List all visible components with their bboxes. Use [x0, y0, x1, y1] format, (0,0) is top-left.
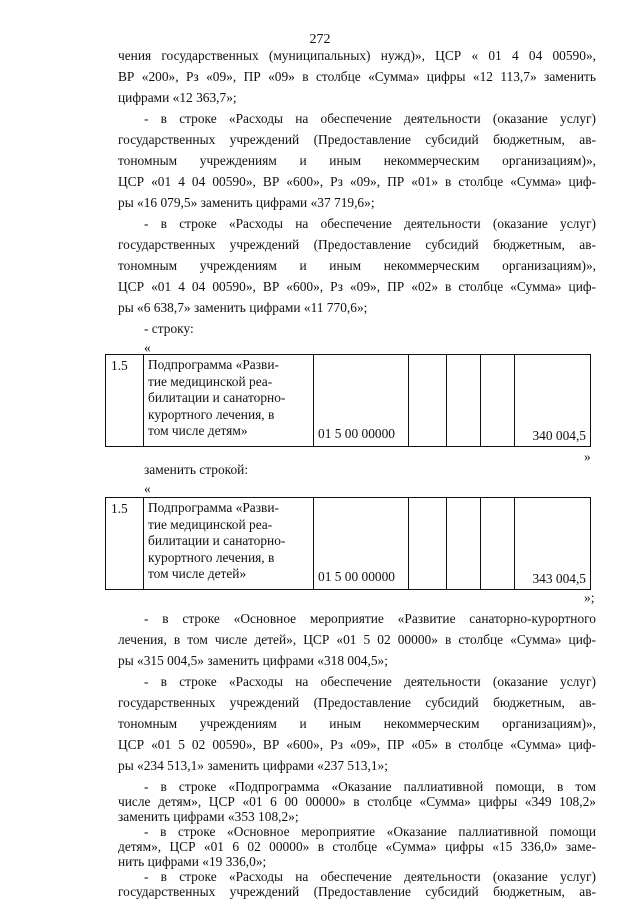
table-row: [106, 498, 591, 590]
text-line: ЦСР «01 4 04 00590», ВР «600», Рз «09», ПР «02» в столбце «Сумма» циф-: [118, 279, 596, 294]
text-line: ЦСР «01 5 02 00590», ВР «600», Рз «09», ПР «05» в столбце «Сумма» циф-: [118, 737, 596, 752]
text-line: государственных учреждений (Предоставление субсидий бюджетным, ав-: [118, 237, 596, 252]
text-line: нить цифрами «19 336,0»;: [118, 854, 267, 869]
text-line: - в строке «Подпрограмма «Оказание паллиативной помощи, в том: [144, 779, 596, 794]
text-line: - в строке «Расходы на обеспечение деятельности (оказание услуг): [144, 111, 596, 126]
close-quote: »: [584, 449, 591, 464]
row-name-line: том числе детей»: [148, 566, 247, 581]
text-line: - в строке «Расходы на обеспечение деятельности (оказание услуг): [144, 216, 596, 231]
text-line: - в строке «Расходы на обеспечение деятельности (оказание услуг): [144, 674, 596, 689]
row-name-line: тие медицинской реа-: [148, 516, 273, 532]
text-line: чения государственных (муниципальных) нужд)», ЦСР « 01 4 04 00590»,: [118, 48, 596, 63]
empty-cell: [409, 498, 447, 590]
csr-cell: 01 5 00 00000: [314, 355, 409, 447]
text-line: ры «6 638,7» заменить цифрами «11 770,6»;: [118, 300, 368, 315]
row-number-cell: 1.5: [106, 355, 144, 447]
page-number: 272: [309, 32, 331, 47]
empty-cell: [481, 355, 515, 447]
table-row: [106, 355, 591, 447]
row-name-cell: [144, 498, 314, 590]
text-line: заменить цифрами «353 108,2»;: [118, 809, 299, 824]
open-quote: «: [144, 481, 151, 496]
empty-cell: [447, 355, 481, 447]
text-line: ВР «200», Рз «09», ПР «09» в столбце «Сумма» цифры «12 113,7» заменить: [118, 69, 596, 84]
empty-cell: [481, 498, 515, 590]
text-line: ры «16 079,5» заменить цифрами «37 719,6»;: [118, 195, 375, 210]
text-line: ЦСР «01 4 04 00590», ВР «600», Рз «09», ПР «01» в столбце «Сумма» циф-: [118, 174, 596, 189]
text-line: - в строке «Основное мероприятие «Развитие санаторно-курортного: [144, 611, 596, 626]
row-number-cell: 1.5: [106, 498, 144, 590]
row-name-line: билитации и санаторно-: [148, 533, 286, 548]
row-name-line: билитации и санаторно-: [148, 390, 286, 405]
row-name-line: курортного лечения, в: [148, 406, 275, 422]
text-line: тономным учреждениям и иным некоммерческим организациям)»,: [118, 153, 596, 168]
text-line: числе детям», ЦСР «01 6 00 00000» в столбце «Сумма» цифры «349 108,2»: [118, 794, 596, 809]
text-line: цифрами «12 363,7»;: [118, 90, 237, 105]
text-line: тономным учреждениям и иным некоммерческим организациям)»,: [118, 258, 596, 273]
empty-cell: [409, 355, 447, 447]
row-name-line: Подпрограмма «Разви-: [148, 357, 279, 372]
row-name-line: тие медицинской реа-: [148, 373, 273, 389]
csr-cell: 01 5 00 00000: [314, 498, 409, 590]
text-line: лечения, в том числе детей», ЦСР «01 5 02 00000» в столбце «Сумма» циф-: [118, 632, 596, 647]
sum-cell: 340 004,5: [515, 355, 591, 447]
text-line: ры «234 513,1» заменить цифрами «237 513,1»;: [118, 758, 388, 773]
text-line: - строку:: [144, 321, 194, 336]
text-line: заменить строкой:: [144, 462, 249, 477]
row-name-line: том числе детям»: [148, 423, 248, 438]
text-line: тономным учреждениям и иным некоммерческим организациям)»,: [118, 716, 596, 731]
text-line: - в строке «Расходы на обеспечение деятельности (оказание услуг): [144, 869, 596, 884]
open-quote: «: [144, 340, 151, 355]
text-line: государственных учреждений (Предоставление субсидий бюджетным, ав-: [118, 132, 596, 147]
text-line: государственных учреждений (Предоставление субсидий бюджетным, ав-: [118, 884, 596, 899]
budget-table-new: [105, 497, 591, 590]
budget-table-old: [105, 354, 591, 447]
text-line: - в строке «Основное мероприятие «Оказание паллиативной помощи: [144, 824, 596, 839]
row-name-line: курортного лечения, в: [148, 549, 275, 565]
sum-cell: 343 004,5: [515, 498, 591, 590]
row-name-line: Подпрограмма «Разви-: [148, 500, 279, 515]
text-line: детям», ЦСР «01 6 02 00000» в столбце «Сумма» цифры «15 336,0» заме-: [118, 839, 596, 854]
close-quote: »;: [584, 590, 595, 605]
empty-cell: [447, 498, 481, 590]
text-line: ры «315 004,5» заменить цифрами «318 004,5»;: [118, 653, 388, 668]
row-name-cell: [144, 355, 314, 447]
text-line: государственных учреждений (Предоставление субсидий бюджетным, ав-: [118, 695, 596, 710]
